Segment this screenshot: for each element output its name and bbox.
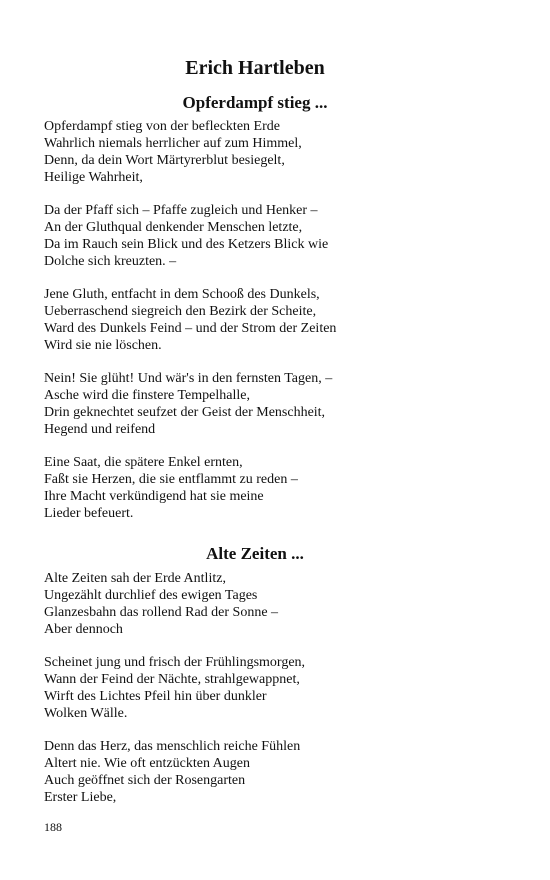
verse-line: Ihre Macht verkündigend hat sie meine — [44, 489, 264, 504]
verse-line: Jene Gluth, entfacht in dem Schooß des Dunkels, — [44, 287, 320, 302]
verse-line: Da der Pfaff sich – Pfaffe zugleich und Henker – — [44, 203, 318, 218]
verse-line: Faßt sie Herzen, die sie entflammt zu reden – — [44, 472, 298, 487]
verse-line: Wahrlich niemals herrlicher auf zum Himmel, — [44, 136, 302, 151]
stanza — [44, 454, 474, 522]
verse-line: Denn, da dein Wort Märtyrerblut besiegelt, — [44, 153, 285, 168]
verse-line: Wann der Feind der Nächte, strahlgewappnet, — [44, 672, 300, 687]
verse-line: Glanzesbahn das rollend Rad der Sonne – — [44, 605, 279, 620]
verse-line: An der Gluthqual denkender Menschen letzte, — [44, 220, 303, 235]
stanza — [44, 286, 474, 354]
verse-line: Hegend und reifend — [44, 422, 156, 437]
verse-line: Wolken Wälle. — [44, 706, 128, 721]
verse-line: Auch geöffnet sich der Rosengarten — [44, 773, 246, 788]
verse-line: Asche wird die finstere Tempelhalle, — [44, 388, 250, 403]
verse-line: Altert nie. Wie oft entzückten Augen — [44, 756, 251, 771]
verse-line: Drin geknechtet seufzet der Geist der Menschheit, — [44, 405, 326, 420]
verse-line: Ward des Dunkels Feind – und der Strom der Zeiten — [44, 321, 337, 336]
stanza — [44, 570, 474, 638]
poem-title-1: Opferdampf stieg ... — [182, 93, 328, 112]
verse-line: Wirft des Lichtes Pfeil hin über dunkler — [44, 689, 267, 704]
poem-body-1 — [44, 118, 474, 538]
verse-line: Eine Saat, die spätere Enkel ernten, — [44, 455, 243, 470]
page-number: 188 — [44, 820, 62, 834]
stanza — [44, 370, 474, 438]
verse-line: Aber dennoch — [44, 622, 123, 637]
verse-line: Ungezählt durchlief des ewigen Tages — [44, 588, 258, 603]
author-heading: Erich Hartleben — [185, 57, 325, 79]
verse-line: Opferdampf stieg von der befleckten Erde — [44, 119, 280, 134]
stanza — [44, 654, 474, 722]
verse-line: Da im Rauch sein Blick und des Ketzers Blick wie — [44, 237, 329, 252]
verse-line: Erster Liebe, — [44, 790, 117, 805]
verse-line: Ueberraschend siegreich den Bezirk der Scheite, — [44, 304, 317, 319]
poem-title-2: Alte Zeiten ... — [206, 544, 304, 563]
verse-line: Heilige Wahrheit, — [44, 170, 143, 185]
stanza — [44, 202, 474, 270]
verse-line: Nein! Sie glüht! Und wär's in den fernsten Tagen, – — [44, 371, 333, 386]
verse-line: Scheinet jung und frisch der Frühlingsmorgen, — [44, 655, 306, 670]
verse-line: Wird sie nie löschen. — [44, 338, 162, 353]
stanza — [44, 118, 474, 186]
verse-line: Dolche sich kreuzten. – — [44, 254, 177, 269]
verse-line: Denn das Herz, das menschlich reiche Fühlen — [44, 739, 301, 754]
verse-line: Alte Zeiten sah der Erde Antlitz, — [44, 571, 226, 586]
poem-body-2 — [44, 570, 474, 822]
stanza — [44, 738, 474, 806]
verse-line: Lieder befeuert. — [44, 506, 134, 521]
